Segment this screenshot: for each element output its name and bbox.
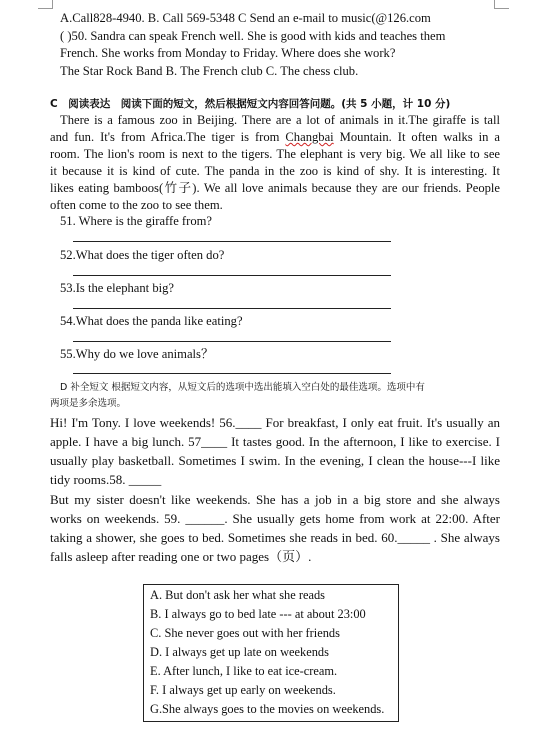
passage-c-line-2-b: Mountain. It often walks in a <box>333 130 500 144</box>
page-corner-mark-left <box>38 0 53 9</box>
passage-c-line-4: it because it is kind of cute. The panda in the zoo is kind of shy. It is interesting. It <box>50 164 500 178</box>
section-d-heading: D 补全短文 根据短文内容，从短文后的选项中选出能填入空白处的最佳选项。选项中有 <box>60 382 425 393</box>
passage-d-line-2: apple. I have a big lunch. 57____ It tastes good. In the afternoon, I like to exercise. I <box>50 434 500 449</box>
option-c: C. She never goes out with her friends <box>150 626 340 640</box>
option-a: A. But don't ask her what she reads <box>150 588 325 602</box>
passage-c-line-2-a: and fun. It's from Africa.The tiger is from <box>50 130 286 144</box>
option-b: B. I always go to bed late --- at about 23:00 <box>150 607 366 621</box>
passage-d-line-1: Hi! I'm Tony. I love weekends! 56.____ For breakfast, I only eat fruit. It's usually an <box>50 415 500 430</box>
passage-d-line-8: falls asleep after reading one or two pages（页）. <box>50 549 312 564</box>
options-line-49: A.Call828-4940. B. Call 569-5348 C Send an e-mail to music(@126.com <box>60 11 431 25</box>
passage-d-line-7: taking a shower, she goes to bed. Sometimes she reads in bed. 60._____ . She always <box>50 530 500 545</box>
section-c-heading: C 阅读表达 阅读下面的短文，然后根据短文内容回答问题。(共 5 小题，计 10 分) <box>50 98 451 110</box>
passage-d-line-6: works on weekends. 59. ______. She usually gets home from work at 22:00. After <box>50 511 500 526</box>
question-50-cont: French. She works from Monday to Friday. Where does she work? <box>60 46 396 60</box>
passage-c-line-3: room. The lion's room is next to the tigers. The elephant is very big. We all like to see <box>50 147 500 161</box>
passage-d-line-5: But my sister doesn't like weekends. She has a job in a big store and she always <box>50 492 500 507</box>
option-e: E. After lunch, I like to eat ice-cream. <box>150 664 338 678</box>
passage-c-line-1: There is a famous zoo in Beijing. There are a lot of animals in it.The giraffe is tall <box>60 113 500 127</box>
options-line-50: The Star Rock Band B. The French club C. The chess club. <box>60 64 359 78</box>
question-53: 53.Is the elephant big? <box>60 281 175 295</box>
passage-c-line-2 <box>50 129 500 145</box>
question-51: 51. Where is the giraffe from? <box>60 214 212 228</box>
question-55: 55.Why do we love animals？ <box>60 347 214 361</box>
option-d: D. I always get up late on weekends <box>150 645 329 659</box>
option-f: F. I always get up early on weekends. <box>150 683 336 697</box>
question-54: 54.What does the panda like eating? <box>60 314 243 328</box>
page-corner-mark-right <box>494 0 509 9</box>
passage-c-line-6: often come to the zoo to see them. <box>50 198 223 212</box>
question-50: ( )50. Sandra can speak French well. She is good with kids and teaches them <box>60 29 446 43</box>
answer-line-52[interactable] <box>73 275 391 276</box>
spellcheck-word: Changbai <box>285 130 334 144</box>
answer-line-55[interactable] <box>73 373 391 374</box>
passage-d-line-3: usually play basketball. Sometimes I swim. In the evening, I clean the house---I like <box>50 453 500 468</box>
answer-line-51[interactable] <box>73 241 391 242</box>
question-52: 52.What does the tiger often do? <box>60 248 225 262</box>
answer-line-54[interactable] <box>73 341 391 342</box>
answer-line-53[interactable] <box>73 308 391 309</box>
section-d-heading-cont: 两项是多余选项。 <box>50 398 127 409</box>
passage-d-line-4: tidy rooms.58. _____ <box>50 472 162 487</box>
option-g: G.She always goes to the movies on weekends. <box>150 702 385 716</box>
options-box <box>143 584 399 722</box>
passage-c-line-5: likes eating bamboos(竹子). We all love animals because they are our friends. People <box>50 181 500 195</box>
